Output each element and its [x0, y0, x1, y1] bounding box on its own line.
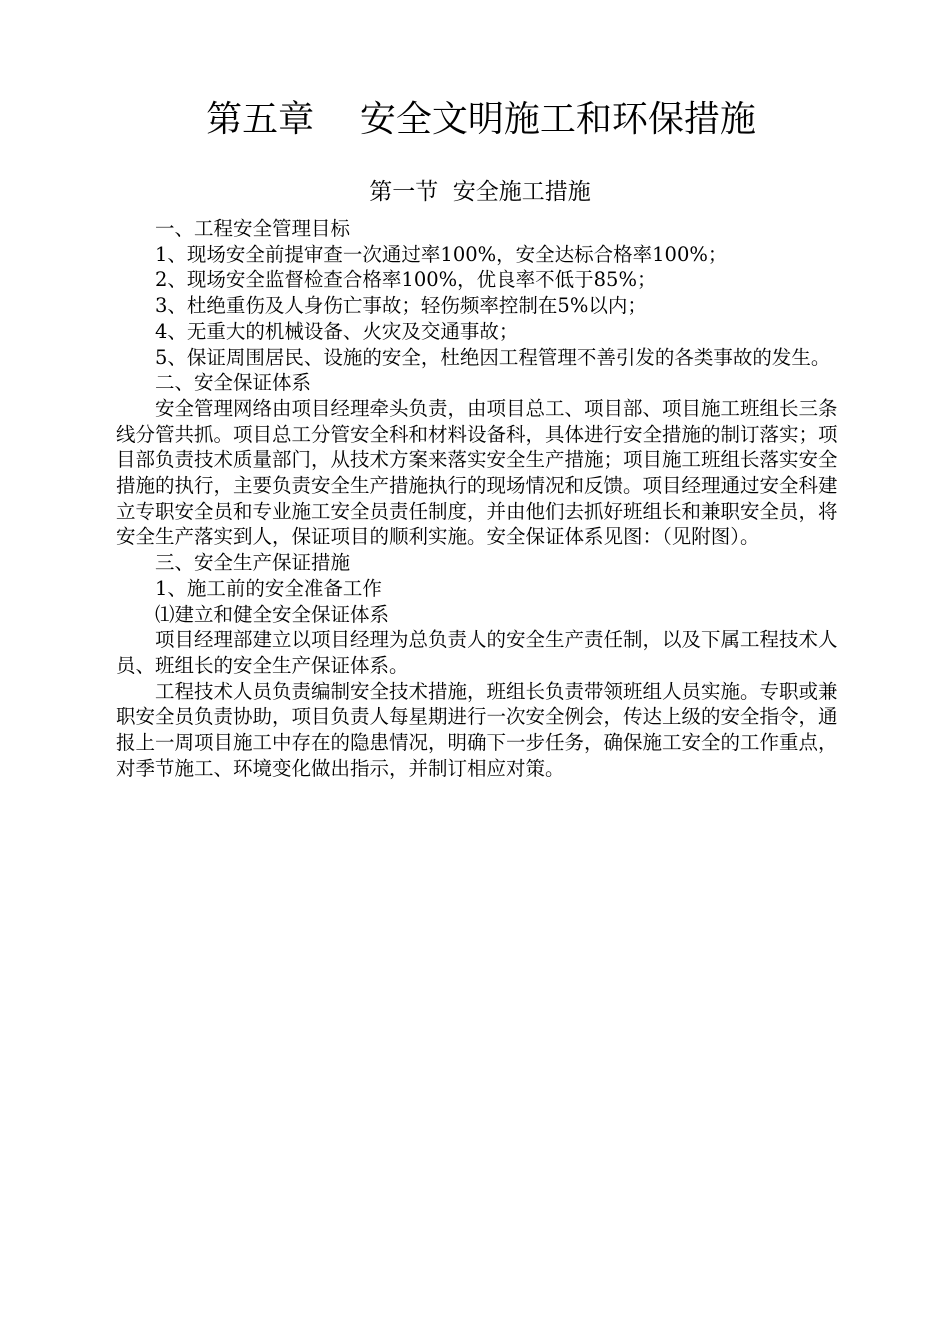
- body-text: [116, 216, 838, 781]
- goal-item-4: 4、无重大的机械设备、火灾及交通事故；: [155, 319, 519, 343]
- paragraph-responsibility: 项目经理部建立以项目经理为总负责人的安全生产责任制，以及下属工程技术人员、班组长的安全生产保证体系。: [116, 628, 838, 677]
- subheading-establish-system: ⑴建立和健全安全保证体系: [155, 602, 390, 626]
- subheading-preparation: 1、施工前的安全准备工作: [155, 576, 382, 600]
- heading-safety-measures: 三、安全生产保证措施: [155, 551, 351, 575]
- section-title: 第一节 安全施工措施: [369, 179, 591, 205]
- paragraph-safety-system: 安全管理网络由项目经理牵头负责，由项目总工、项目部、项目施工班组长三条线分管共抓。项目总工分管安全科和材料设备科，具体进行安全措施的制订落实；项目部负责技术质量部门，从技术方案来落实安全生产措施；项目施工班组长落实安全措施的执行，主要负责安全生产措施执行的现场情况和反馈。项目经理通过安全科建立专职安全员和专业施工安全员责任制度，并由他们去抓好班组长和兼职安全员，将安全生产落实到人，保证项目的顺利实施。安全保证体系见图：（见附图）。: [116, 396, 838, 549]
- heading-safety-goals: 一、工程安全管理目标: [155, 217, 351, 240]
- chapter-title: 第五章 安全文明施工和环保措施: [206, 99, 756, 140]
- paragraph-technical-staff: 工程技术人员负责编制安全技术措施，班组长负责带领班组人员实施。专职或兼职安全员负责协助，项目负责人每星期进行一次安全例会，传达上级的安全指令，通报上一周项目施工中存在的隐患情况，明确下一步任务，确保施工安全的工作重点，对季节施工、环境变化做出指示，并制订相应对策。: [116, 679, 838, 780]
- goal-item-2: 2、现场安全监督检查合格率100%，优良率不低于85%；: [155, 268, 657, 292]
- heading-safety-system: 二、安全保证体系: [155, 371, 312, 395]
- goal-item-1: 1、现场安全前提审查一次通过率100%，安全达标合格率100%；: [155, 242, 728, 266]
- goal-item-3: 3、杜绝重伤及人身伤亡事故；轻伤频率控制在5%以内；: [155, 294, 647, 318]
- goal-item-5: 5、保证周围居民、设施的安全，杜绝因工程管理不善引发的各类事故的发生。: [155, 345, 831, 369]
